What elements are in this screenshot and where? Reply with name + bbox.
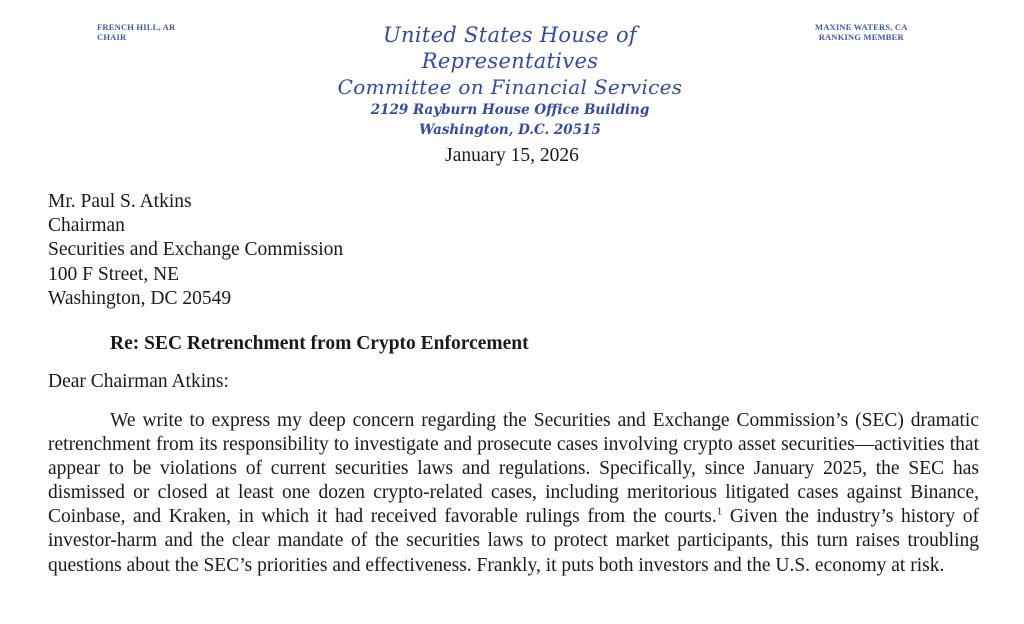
paragraph-text-part2: Given the industry’s history of investor-harm and the clear mandate of the securities laws to protect market participants, this turn raises troubling questions about the SEC’s priorities and effectiveness. Frankly, it puts both investors and the U.S. economy at risk. [48, 506, 979, 576]
letterhead [300, 22, 720, 140]
recipient-organization: Securities and Exchange Commission [48, 239, 344, 261]
letterhead-city: Washington, D.C. 20515 [419, 122, 601, 138]
recipient-street: 100 F Street, NE [48, 263, 180, 285]
letter-date: January 15, 2026 [445, 145, 579, 166]
recipient-name: Mr. Paul S. Atkins [48, 191, 192, 212]
chair-title: CHAIR [97, 32, 127, 42]
letterhead-committee: Committee on Financial Services [337, 75, 683, 99]
subject-line: Re: SEC Retrenchment from Crypto Enforcement [110, 333, 529, 354]
salutation: Dear Chairman Atkins: [48, 371, 229, 392]
chair-block [97, 22, 175, 42]
ranking-member-title: RANKING MEMBER [818, 32, 904, 42]
ranking-member-block [815, 22, 908, 42]
ranking-member-name: MAXINE WATERS, CA [815, 22, 908, 32]
footnote-marker[interactable]: 1 [716, 505, 723, 518]
recipient-address [48, 190, 343, 311]
letterhead-house: United States House of Representatives [383, 23, 637, 73]
chair-name: FRENCH HILL, AR [97, 22, 176, 32]
recipient-title: Chairman [48, 215, 125, 237]
letterhead-building: 2129 Rayburn House Office Building [370, 102, 650, 118]
paragraph-text-part1: We write to express my deep concern regarding the Securities and Exchange Commission’s (SEC) dramatic retrenchment from its responsibility to investigate and prosecute cases involving crypto asset securities—activities that appear to be violations of current securities laws and regulations. Specifically, since January 2025, the SEC has dismissed or closed at least one dozen crypto-related cases, including meritorious litigated cases against Binance, Coinbase, and Kraken, in which it had received favorable rulings from the courts. [48, 410, 979, 528]
recipient-city: Washington, DC 20549 [48, 287, 232, 309]
body-paragraph [48, 409, 979, 578]
